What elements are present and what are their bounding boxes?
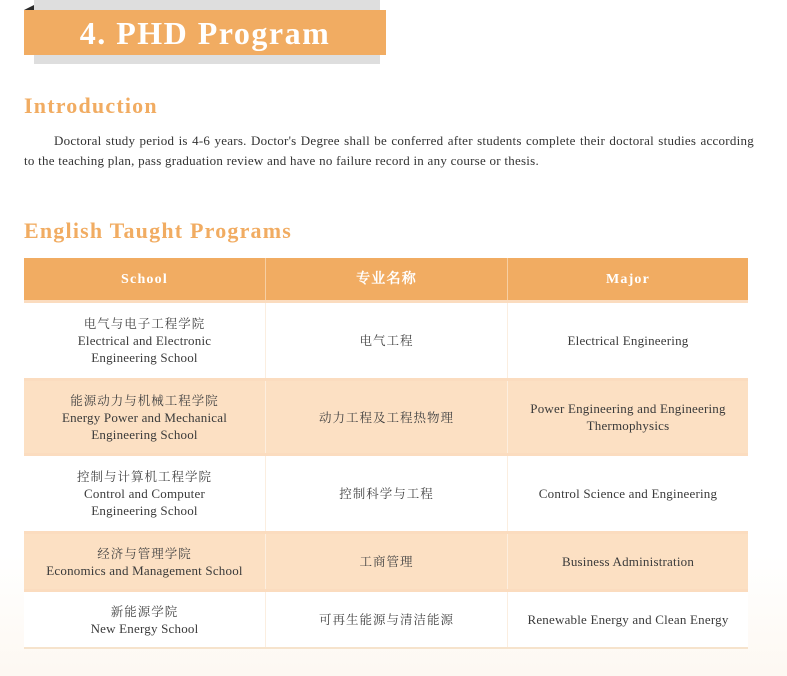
column-header-school: School — [121, 271, 168, 287]
major-name-chinese: 可再生能源与清洁能源 — [318, 612, 454, 627]
column-header-major: Major — [507, 258, 748, 300]
major-chinese-cell — [265, 303, 507, 378]
school-name-english: Economics and Management School — [46, 562, 243, 578]
major-name-english-line2: Thermophysics — [586, 418, 670, 433]
column-header-major-chinese: 专业名称 — [265, 258, 507, 300]
major-name-chinese: 工商管理 — [359, 554, 414, 569]
school-name-english-line2: Engineering School — [91, 350, 198, 365]
major-name-english: Renewable Energy and Clean Energy — [527, 612, 729, 627]
major-name-english: Business Administration — [561, 554, 695, 569]
school-cell — [24, 456, 265, 531]
introduction-heading: Introduction — [24, 93, 158, 118]
major-chinese-cell — [265, 381, 507, 453]
major-name-chinese: 动力工程及工程热物理 — [318, 409, 454, 425]
school-cell — [24, 534, 265, 589]
school-cell — [24, 303, 265, 378]
major-name-chinese: 电气工程 — [359, 333, 414, 348]
school-name-english-line1: Energy Power and Mechanical — [61, 409, 228, 425]
school-name-chinese: 控制与计算机工程学院 — [76, 469, 212, 484]
major-name-english-line1: Power Engineering and Engineering — [530, 401, 726, 416]
major-cell — [507, 456, 748, 531]
major-cell — [507, 303, 748, 378]
major-cell — [507, 592, 748, 647]
major-name-english: Control Science and Engineering — [538, 486, 718, 501]
school-name-english-line2: Engineering School — [91, 426, 198, 442]
school-name-english-line1: Control and Computer — [84, 486, 205, 501]
major-name-chinese: 控制科学与工程 — [339, 486, 434, 501]
page-title: 4. PHD Program — [79, 14, 331, 51]
school-name-chinese: 经济与管理学院 — [97, 545, 192, 561]
school-name-chinese: 能源动力与机械工程学院 — [70, 392, 219, 408]
school-name-chinese: 电气与电子工程学院 — [83, 316, 206, 331]
table-row — [24, 453, 748, 531]
major-name-english: Electrical Engineering — [567, 333, 689, 348]
introduction-paragraph: Doctoral study period is 4-6 years. Doctor's Degree shall be conferred after students complete their doctoral studies according to the teaching plan, pass graduation review and have no failure record in any course or thesis. — [24, 133, 754, 168]
school-name-english-line2: Engineering School — [91, 503, 198, 518]
school-cell — [24, 592, 265, 647]
major-chinese-cell — [265, 592, 507, 647]
table-row — [24, 378, 748, 453]
programs-table — [24, 258, 748, 649]
major-cell — [507, 381, 748, 453]
school-name-chinese: 新能源学院 — [110, 603, 179, 619]
table-row — [24, 589, 748, 649]
school-name-english-line1: Electrical and Electronic — [77, 333, 212, 348]
major-chinese-cell — [265, 534, 507, 589]
table-row — [24, 531, 748, 589]
school-cell — [24, 381, 265, 453]
school-name-english: New Energy School — [90, 620, 199, 636]
table-row — [24, 300, 748, 378]
title-banner — [24, 10, 386, 55]
banner-corner-triangle — [24, 5, 34, 10]
table-header-row — [24, 258, 748, 300]
major-chinese-cell — [265, 456, 507, 531]
programs-heading: English Taught Programs — [24, 218, 293, 243]
major-cell — [507, 534, 748, 589]
